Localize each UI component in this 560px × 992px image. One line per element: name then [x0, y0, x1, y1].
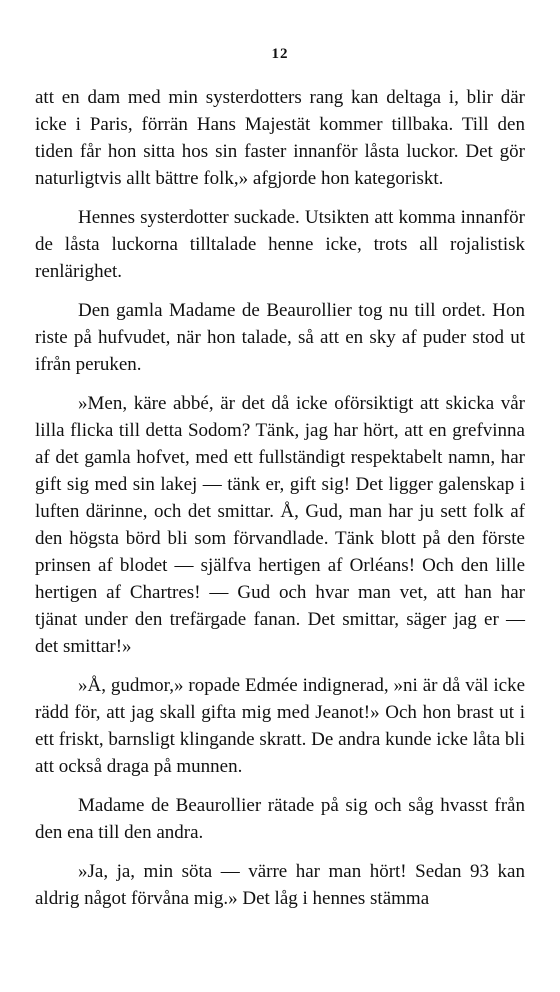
paragraph-1: att en dam med min systerdotters rang kan deltaga i, blir där icke i Paris, förrän Hans Majestät kommer tillbaka. Till den tiden får hon sitta hos sin faster innanför låsta luckor. Det gör naturligtvis allt bättre folk,» afgjorde hon kategoriskt.	[35, 87, 525, 189]
paragraph-7: »Ja, ja, min söta — värre har man hört! Sedan 93 kan aldrig något förvåna mig.» Det låg i hennes stämma	[35, 861, 525, 909]
paragraph-6: Madame de Beaurollier rätade på sig och såg hvasst från den ena till den andra.	[35, 795, 525, 843]
paragraph-3: Den gamla Madame de Beaurollier tog nu till ordet. Hon riste på hufvudet, när hon talade, så att en sky af puder stod ut ifrån peruken.	[35, 300, 525, 375]
paragraph-4: »Men, käre abbé, är det då icke oförsiktigt att skicka vår lilla flicka till detta Sodom? Tänk, jag har hört, att en grefvinna af det gamla hofvet, med ett fullständigt respektabelt namn, har gift sig med sin lakej — tänk er, gift sig! Det ligger galenskap i luften därinne, och det smittar. Å, Gud, man har ju sett folk af den högsta börd bli som förvandlade. Tänk blott på den förste prinsen af blodet — själfva hertigen af Orléans! Och den lille hertigen af Chartres! — Gud och hvar man vet, att han har tjänat under den trefärgade fanan. Det smittar, säger jag er — det smittar!»	[35, 393, 525, 657]
page-number: 12	[271, 46, 289, 62]
body-text	[35, 84, 525, 912]
paragraph-2: Hennes systerdotter suckade. Utsikten att komma innanför de låsta luckorna tilltalade henne icke, trots all rojalistisk renlärighet.	[35, 207, 525, 282]
paragraph-5: »Å, gudmor,» ropade Edmée indignerad, »ni är då väl icke rädd för, att jag skall gifta mig med Jeanot!» Och hon brast ut i ett friskt, barnsligt klingande skratt. De andra kunde icke låta bli att också draga på munnen.	[35, 675, 525, 777]
